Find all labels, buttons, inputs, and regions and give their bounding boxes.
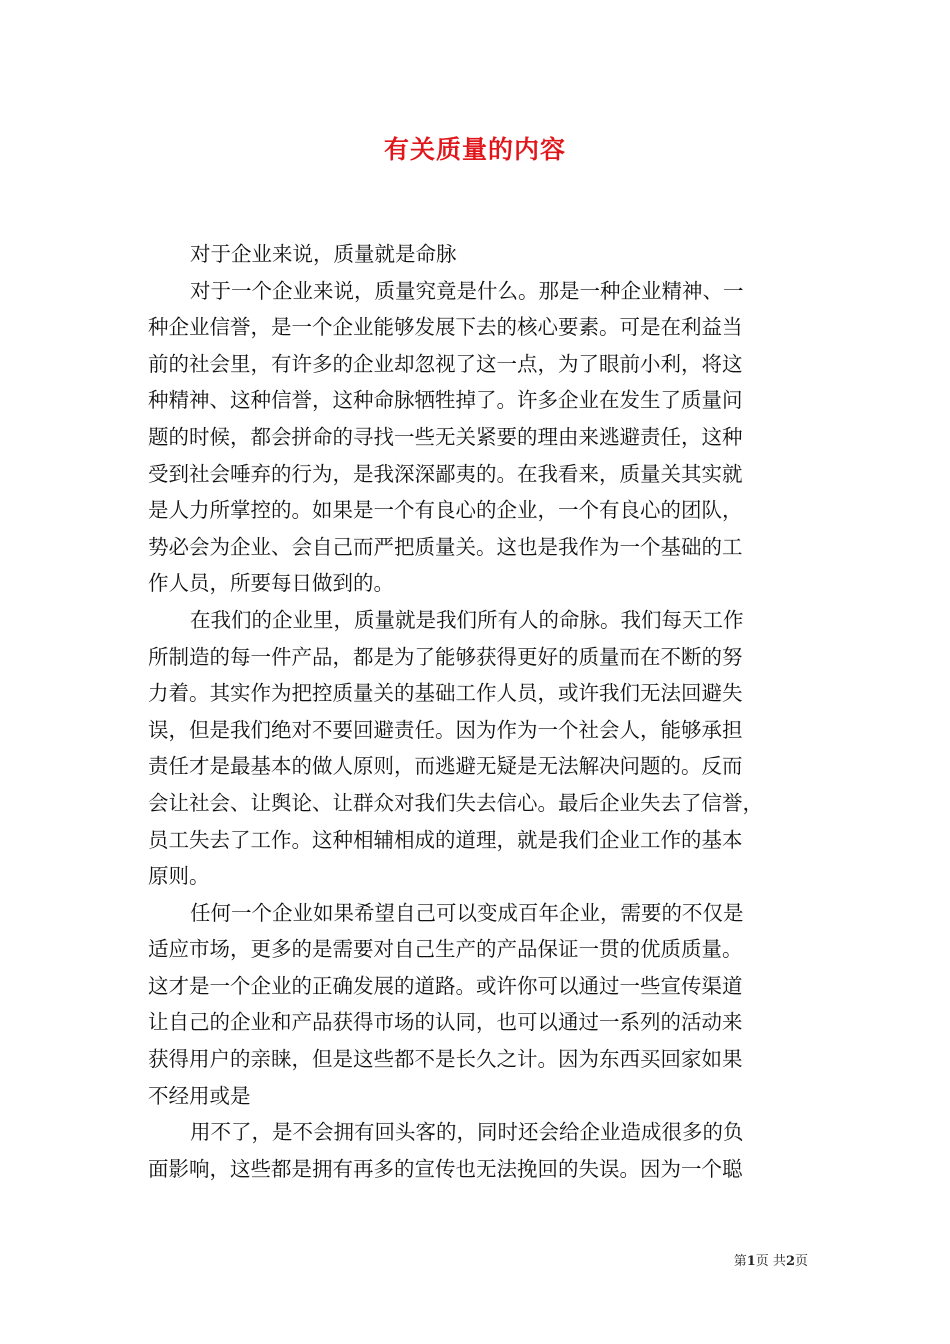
text-line: 所制造的每一件产品，都是为了能够获得更好的质量而在不断的努: [148, 644, 743, 669]
footer-prefix: 第: [733, 1254, 747, 1269]
text-line: 在我们的企业里，质量就是我们所有人的命脉。我们每天工作: [190, 607, 744, 632]
text-line: 这才是一个企业的正确发展的道路。或许你可以通过一些宣传渠道: [148, 973, 743, 998]
text-line: 势必会为企业、会自己而严把质量关。这也是我作为一个基础的工: [148, 534, 743, 559]
text-line: 种精神、这种信誉，这种命脉牺牲掉了。许多企业在发生了质量问: [148, 388, 743, 413]
text-line: 责任才是最基本的做人原则，而逃避无疑是无法解决问题的。反而: [148, 754, 743, 779]
text-line: 前的社会里，有许多的企业却忽视了这一点，为了眼前小利，将这: [148, 351, 743, 376]
page-footer: [734, 1250, 808, 1269]
text-line: 会让社会、让舆论、让群众对我们失去信心。最后企业失去了信誉，: [148, 790, 763, 815]
text-line: 题的时候，都会拼命的寻找一些无关紧要的理由来逃避责任，这种: [148, 424, 743, 449]
text-line: 获得用户的亲睐，但是这些都不是长久之计。因为东西买回家如果: [148, 1047, 743, 1072]
footer-middle: 页 共: [755, 1254, 786, 1269]
text-line: 原则。: [148, 864, 210, 889]
text-line: 员工失去了工作。这种相辅相成的道理，就是我们企业工作的基本: [148, 827, 743, 852]
text-line: 误，但是我们绝对不要回避责任。因为作为一个社会人，能够承担: [148, 717, 743, 742]
text-line: 任何一个企业如果希望自己可以变成百年企业，需要的不仅是: [190, 900, 744, 925]
text-line: 作人员，所要每日做到的。: [148, 571, 394, 596]
text-line: 对于企业来说，质量就是命脉: [190, 242, 457, 266]
body-text: [148, 236, 823, 1187]
page-title: 有关质量的内容: [383, 135, 566, 164]
text-line: 受到社会唾弃的行为，是我深深鄙夷的。在我看来，质量关其实就: [148, 461, 743, 486]
text-line: 不经用或是: [148, 1083, 251, 1108]
text-line: 用不了，是不会拥有回头客的，同时还会给企业造成很多的负: [190, 1120, 744, 1145]
footer-total-pages: 2: [785, 1254, 795, 1269]
text-line: 让自己的企业和产品获得市场的认同，也可以通过一系列的活动来: [148, 1010, 743, 1035]
text-line: 种企业信誉，是一个企业能够发展下去的核心要素。可是在利益当: [148, 315, 743, 340]
text-line: 对于一个企业来说，质量究竟是什么。那是一种企业精神、一: [190, 278, 744, 303]
text-line: 面影响，这些都是拥有再多的宣传也无法挽回的失误。因为一个聪: [148, 1156, 743, 1181]
text-line: 适应市场，更多的是需要对自己生产的产品保证一贯的优质质量。: [148, 937, 743, 962]
footer-page-number: 1: [746, 1254, 756, 1269]
text-line: 是人力所掌控的。如果是一个有良心的企业，一个有良心的团队，: [148, 498, 743, 523]
footer-suffix: 页: [794, 1254, 808, 1269]
text-line: 力着。其实作为把控质量关的基础工作人员，或许我们无法回避失: [148, 681, 743, 706]
